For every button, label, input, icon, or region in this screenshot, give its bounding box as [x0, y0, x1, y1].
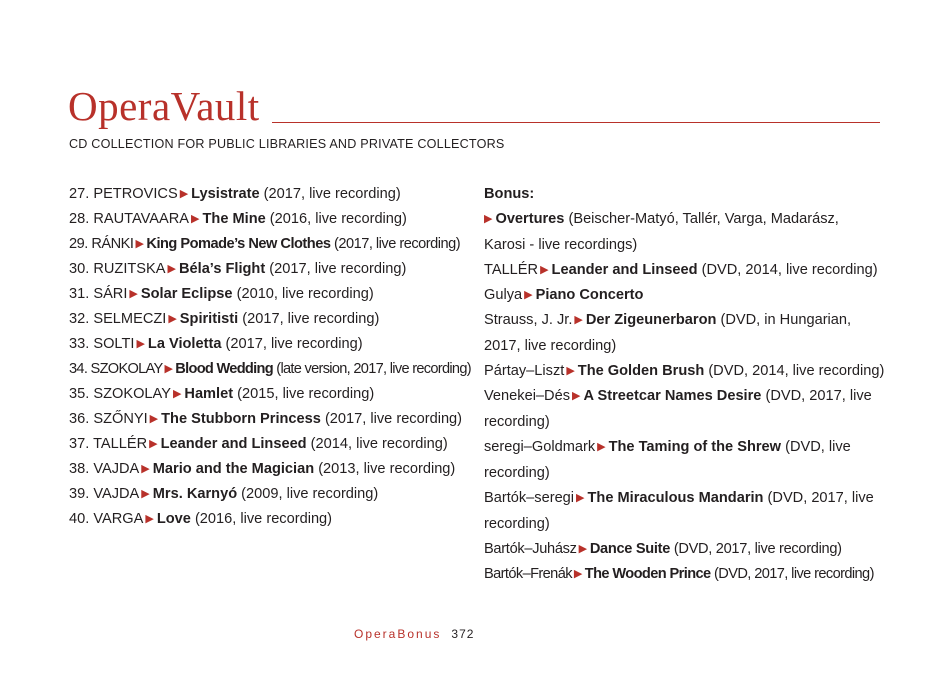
list-item-prefix: Venekei–Dés: [484, 388, 571, 404]
list-item-prefix: 27. PETROVICS: [69, 186, 178, 202]
triangle-right-icon: ▶: [574, 314, 583, 326]
list-item: [484, 207, 874, 258]
footer-section-name: OperaBonus: [354, 627, 442, 641]
list-item-prefix: Pártay–Liszt: [484, 363, 565, 379]
list-item: [69, 282, 469, 307]
list-item: [69, 182, 469, 207]
list-item-prefix: 39. VAJDA: [69, 486, 140, 502]
list-item: [484, 359, 894, 384]
list-item-title: Spiritisti: [179, 311, 239, 327]
list-item: [69, 432, 469, 457]
list-item-prefix: 36. SZŐNYI: [69, 411, 148, 427]
list-item-detail: (2016, live recording): [190, 511, 333, 527]
triangle-right-icon: ▶: [179, 188, 189, 200]
list-item-title: Leander and Linseed: [551, 262, 698, 278]
list-item-detail: (DVD, 2017, live recording): [484, 490, 874, 532]
list-item-detail: (2017, live recording): [259, 186, 401, 202]
list-item-detail: (DVD, 2014, live recording): [697, 262, 878, 278]
left-list: [69, 182, 469, 532]
list-item-detail: (late version, 2017, live recording): [272, 361, 471, 377]
triangle-right-icon: ▶: [172, 388, 182, 400]
triangle-right-icon: ▶: [484, 213, 493, 225]
list-item-prefix: 38. VAJDA: [69, 461, 140, 477]
list-item: [484, 384, 884, 435]
list-item-title: The Miraculous Mandarin: [587, 490, 764, 506]
list-item-detail: (2013, live recording): [314, 461, 456, 477]
triangle-right-icon: ▶: [597, 441, 606, 453]
list-item-prefix: 33. SOLTI: [69, 336, 135, 352]
list-item-title: King Pomade’s New Clothes: [146, 236, 331, 252]
triangle-right-icon: ▶: [167, 263, 176, 275]
list-item-title: Blood Wedding: [175, 361, 273, 377]
list-item-prefix: TALLÉR: [484, 262, 539, 278]
list-item: [69, 482, 469, 507]
list-item-detail: (2017, live recording): [221, 336, 363, 352]
list-item-title: Béla’s Flight: [178, 261, 266, 277]
list-item-title: Dance Suite: [589, 541, 671, 557]
triangle-right-icon: ▶: [141, 488, 150, 500]
list-item: [69, 407, 469, 432]
list-item: [484, 308, 884, 359]
triangle-right-icon: ▶: [191, 213, 200, 225]
triangle-right-icon: ▶: [149, 413, 159, 425]
list-item: [484, 486, 884, 537]
list-item: [69, 332, 469, 357]
triangle-right-icon: ▶: [145, 513, 154, 525]
list-item-prefix: Strauss, J. Jr.: [484, 312, 573, 328]
header-rule: [272, 122, 880, 123]
list-item: [69, 357, 469, 382]
list-item: [484, 435, 884, 486]
triangle-right-icon: ▶: [540, 264, 549, 276]
list-item-title: Leander and Linseed: [160, 436, 307, 452]
list-item-title: Lysistrate: [191, 186, 260, 202]
list-item-detail: (2015, live recording): [233, 386, 375, 402]
bonus-list: [484, 182, 894, 587]
triangle-right-icon: ▶: [136, 338, 145, 350]
page-number: 372: [451, 627, 475, 641]
list-item-detail: (2017, live recording): [265, 261, 407, 277]
list-item-title: Der Zigeunerbaron: [585, 312, 717, 328]
list-item-detail: (2016, live recording): [265, 211, 407, 227]
list-item: [69, 207, 469, 232]
list-item-prefix: Bartók–Frenák: [484, 566, 572, 582]
list-item: [484, 537, 894, 562]
brand-title: OperaVault: [68, 83, 260, 129]
list-item-title: Hamlet: [184, 386, 234, 402]
list-item: [69, 232, 469, 257]
page-footer: [354, 627, 474, 641]
list-item-detail: (2017, live recording): [330, 236, 461, 252]
list-item: [69, 307, 469, 332]
triangle-right-icon: ▶: [573, 568, 582, 580]
list-item-detail: (DVD, 2017, live recording): [710, 566, 874, 582]
list-item: [484, 283, 894, 308]
list-item-prefix: Bartók–Juhász: [484, 541, 577, 557]
list-item-title: Overtures: [495, 211, 565, 227]
list-item-detail: (2014, live recording): [306, 436, 448, 452]
list-item-title: A Streetcar Names Desire: [583, 388, 762, 404]
list-item-prefix: 31. SÁRI: [69, 286, 128, 302]
list-item-title: Mrs. Karnyó: [152, 486, 238, 502]
list-item-title: Mario and the Magician: [152, 461, 315, 477]
list-item-prefix: seregi–Goldmark: [484, 439, 596, 455]
list-item-detail: (DVD, 2014, live recording): [704, 363, 885, 379]
triangle-right-icon: ▶: [524, 289, 533, 301]
list-item: [69, 507, 469, 532]
list-item-title: Solar Eclipse: [140, 286, 233, 302]
list-item-prefix: 40. VARGA: [69, 511, 144, 527]
list-item-prefix: 28. RAUTAVAARA: [69, 211, 190, 227]
list-item-title: The Stubborn Princess: [161, 411, 321, 427]
list-item-title: Love: [156, 511, 191, 527]
list-item: [484, 258, 894, 283]
list-item: [69, 382, 469, 407]
page-subtitle: CD COLLECTION FOR PUBLIC LIBRARIES AND PRIVATE COLLECTORS: [69, 137, 505, 151]
list-item-title: The Golden Brush: [577, 363, 705, 379]
list-item-prefix: 32. SELMECZI: [69, 311, 167, 327]
list-item-detail: (DVD, live recording): [484, 439, 851, 481]
list-item-detail: (2017, live recording): [320, 411, 463, 427]
bonus-heading: Bonus:: [484, 186, 535, 202]
list-item-detail: (DVD, in Hungarian, 2017, live recording): [484, 312, 852, 354]
list-item-prefix: Bartók–seregi: [484, 490, 575, 506]
list-item: [69, 457, 469, 482]
list-item-prefix: 35. SZOKOLAY: [69, 386, 171, 402]
list-item: [484, 562, 894, 587]
triangle-right-icon: ▶: [149, 438, 158, 450]
list-item-prefix: Gulya: [484, 287, 523, 303]
list-item-title: La Violetta: [147, 336, 222, 352]
list-item: [69, 257, 469, 282]
list-item-title: The Wooden Prince: [584, 566, 711, 582]
list-item-prefix: 29. RÁNKI: [69, 236, 134, 252]
triangle-right-icon: ▶: [164, 363, 173, 375]
triangle-right-icon: ▶: [168, 313, 177, 325]
list-item-detail: (DVD, 2017, live recording): [670, 541, 842, 557]
triangle-right-icon: ▶: [141, 463, 150, 475]
triangle-right-icon: ▶: [135, 238, 144, 250]
triangle-right-icon: ▶: [578, 543, 587, 555]
list-item-title: Piano Concerto: [535, 287, 644, 303]
list-item-title: The Taming of the Shrew: [608, 439, 782, 455]
list-item-prefix: 37. TALLÉR: [69, 436, 148, 452]
list-item-prefix: 30. RUZITSKA: [69, 261, 166, 277]
list-item-detail: (DVD, 2017, live recording): [484, 388, 872, 430]
list-item-detail: (2009, live recording): [237, 486, 379, 502]
list-item-title: The Mine: [202, 211, 266, 227]
list-item-detail: (Beischer-Matyó, Tallér, Varga, Madarász, Karosi - live recordings): [484, 211, 839, 253]
triangle-right-icon: ▶: [566, 365, 575, 377]
list-item-prefix: 34. SZOKOLAY: [69, 361, 163, 377]
list-item-detail: (2017, live recording): [238, 311, 380, 327]
triangle-right-icon: ▶: [572, 390, 581, 402]
list-item-detail: (2010, live recording): [232, 286, 374, 302]
triangle-right-icon: ▶: [129, 288, 138, 300]
triangle-right-icon: ▶: [576, 492, 585, 504]
